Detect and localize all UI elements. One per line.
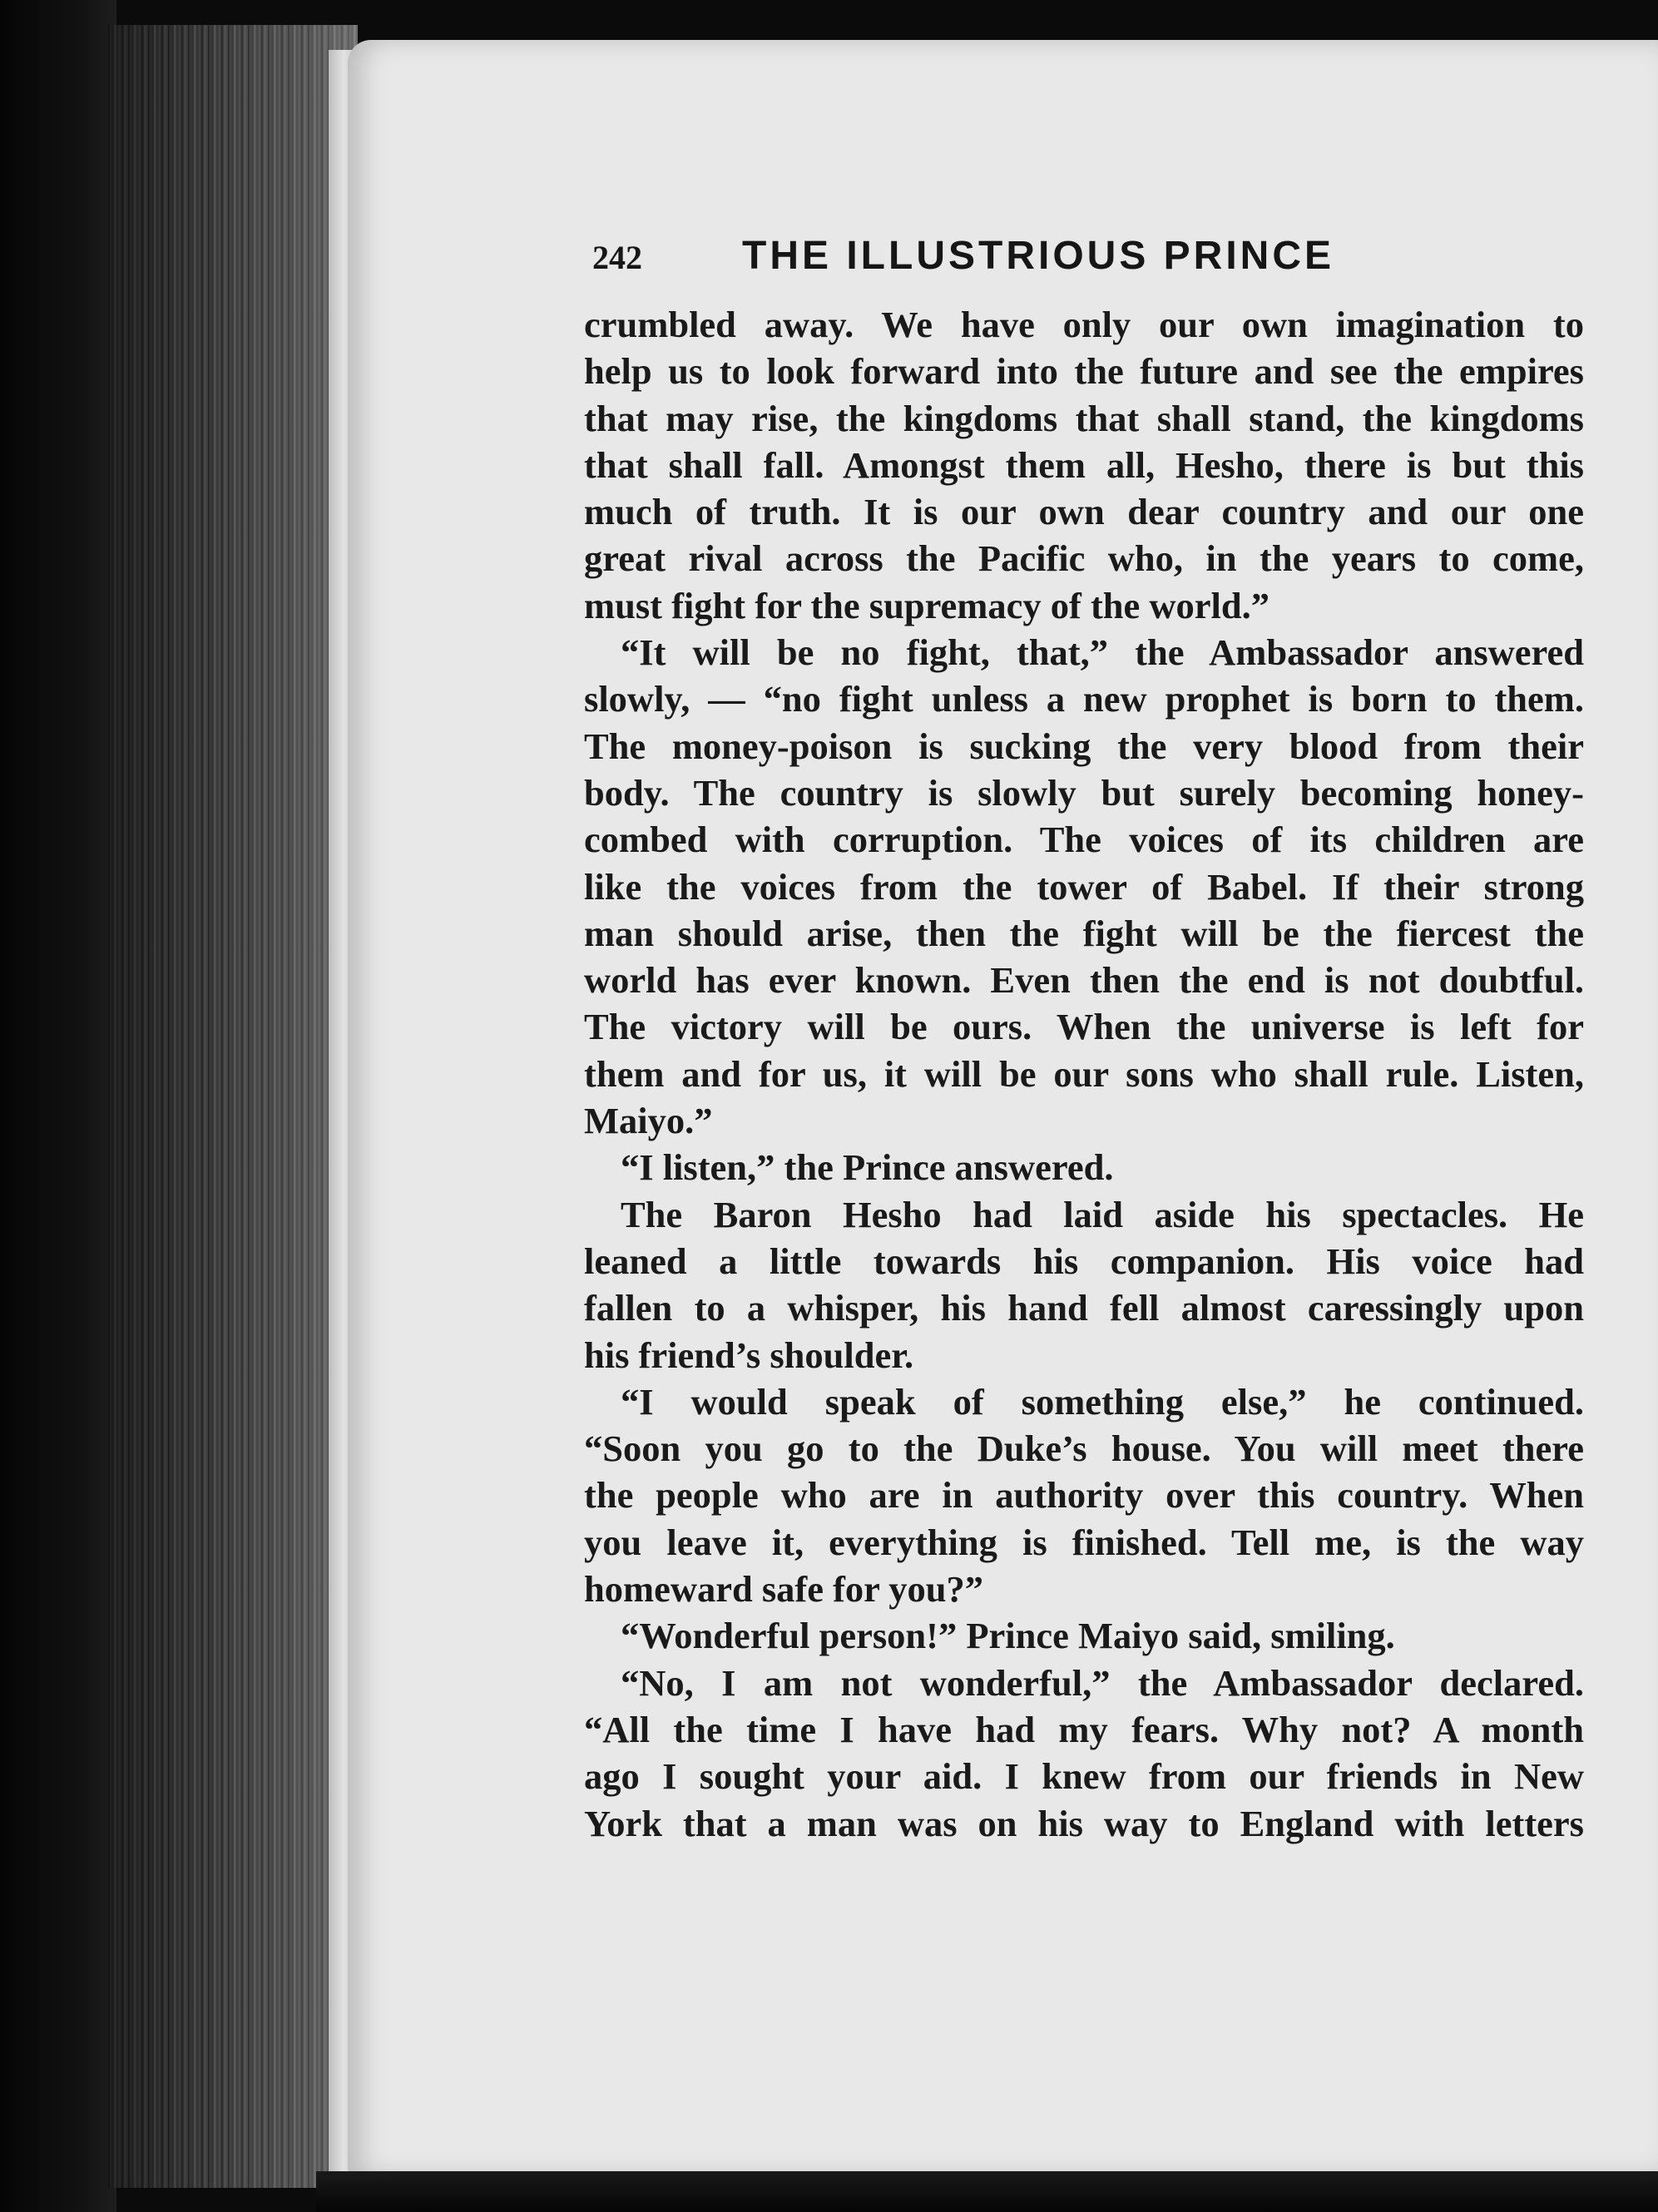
text-line: like the voices from the tower of Babel. If their strong <box>584 865 1584 908</box>
text-line: great rival across the Pacific who, in the years to come, <box>584 537 1584 580</box>
text-line: The Baron Hesho had laid aside his spectacles. He <box>621 1193 1584 1235</box>
text-line: homeward safe for you?” <box>584 1568 983 1611</box>
page-number: 242 <box>592 239 642 276</box>
running-head: THE ILLUSTRIOUS PRINCE <box>742 234 1335 278</box>
text-line: that may rise, the kingdoms that shall stand, the kingdoms <box>584 397 1584 439</box>
text-line: “It will be no fight, that,” the Ambassador answered <box>621 631 1584 674</box>
body-text <box>584 301 1584 1847</box>
text-line: body. The country is slowly but surely becoming honey- <box>584 771 1584 814</box>
page-header <box>592 233 1441 283</box>
text-line: York that a man was on his way to England with letters <box>584 1802 1584 1844</box>
text-line: ago I sought your aid. I knew from our friends in New <box>584 1755 1584 1798</box>
text-line: leaned a little towards his companion. His voice had <box>584 1240 1584 1282</box>
text-line: crumbled away. We have only our own imagination to <box>584 304 1584 345</box>
text-line: “No, I am not wonderful,” the Ambassador declared. <box>621 1661 1584 1704</box>
text-line: his friend’s shoulder. <box>584 1334 914 1376</box>
text-line: The victory will be ours. When the universe is left for <box>584 1006 1584 1048</box>
text-line: “Soon you go to the Duke’s house. You will meet there <box>584 1428 1584 1470</box>
text-line: man should arise, then the fight will be the fiercest the <box>584 912 1584 954</box>
text-line: fallen to a whisper, his hand fell almost caressingly upon <box>584 1287 1584 1329</box>
text-line: world has ever known. Even then the end is not doubtful. <box>584 959 1584 1002</box>
text-line: “I listen,” the Prince answered. <box>621 1146 1114 1189</box>
text-line: you leave it, everything is finished. Tell me, is the way <box>584 1521 1584 1563</box>
text-line: “Wonderful person!” Prince Maiyo said, smiling. <box>621 1615 1395 1657</box>
text-line: must fight for the supremacy of the world.” <box>584 584 1270 626</box>
text-line: Maiyo.” <box>584 1100 713 1142</box>
text-line: the people who are in authority over this country. When <box>584 1474 1584 1517</box>
book-edge-shading <box>108 25 358 2188</box>
scan-bottom-border <box>316 2171 1658 2212</box>
scan-background <box>0 0 116 2212</box>
text-line: help us to look forward into the future and see the empires <box>584 350 1584 393</box>
text-line: that shall fall. Amongst them all, Hesho, there is but this <box>584 443 1584 486</box>
text-line: them and for us, it will be our sons who shall rule. Listen, <box>584 1052 1584 1095</box>
text-line: The money-poison is sucking the very blood from their <box>584 725 1584 767</box>
text-line: “All the time I have had my fears. Why not? A month <box>584 1708 1584 1750</box>
text-line: slowly, — “no fight unless a new prophet is born to them. <box>584 678 1584 720</box>
text-line: “I would speak of something else,” he continued. <box>621 1380 1584 1423</box>
text-line: combed with corruption. The voices of its children are <box>584 819 1584 861</box>
text-line: much of truth. It is our own dear country and our one <box>584 491 1584 533</box>
